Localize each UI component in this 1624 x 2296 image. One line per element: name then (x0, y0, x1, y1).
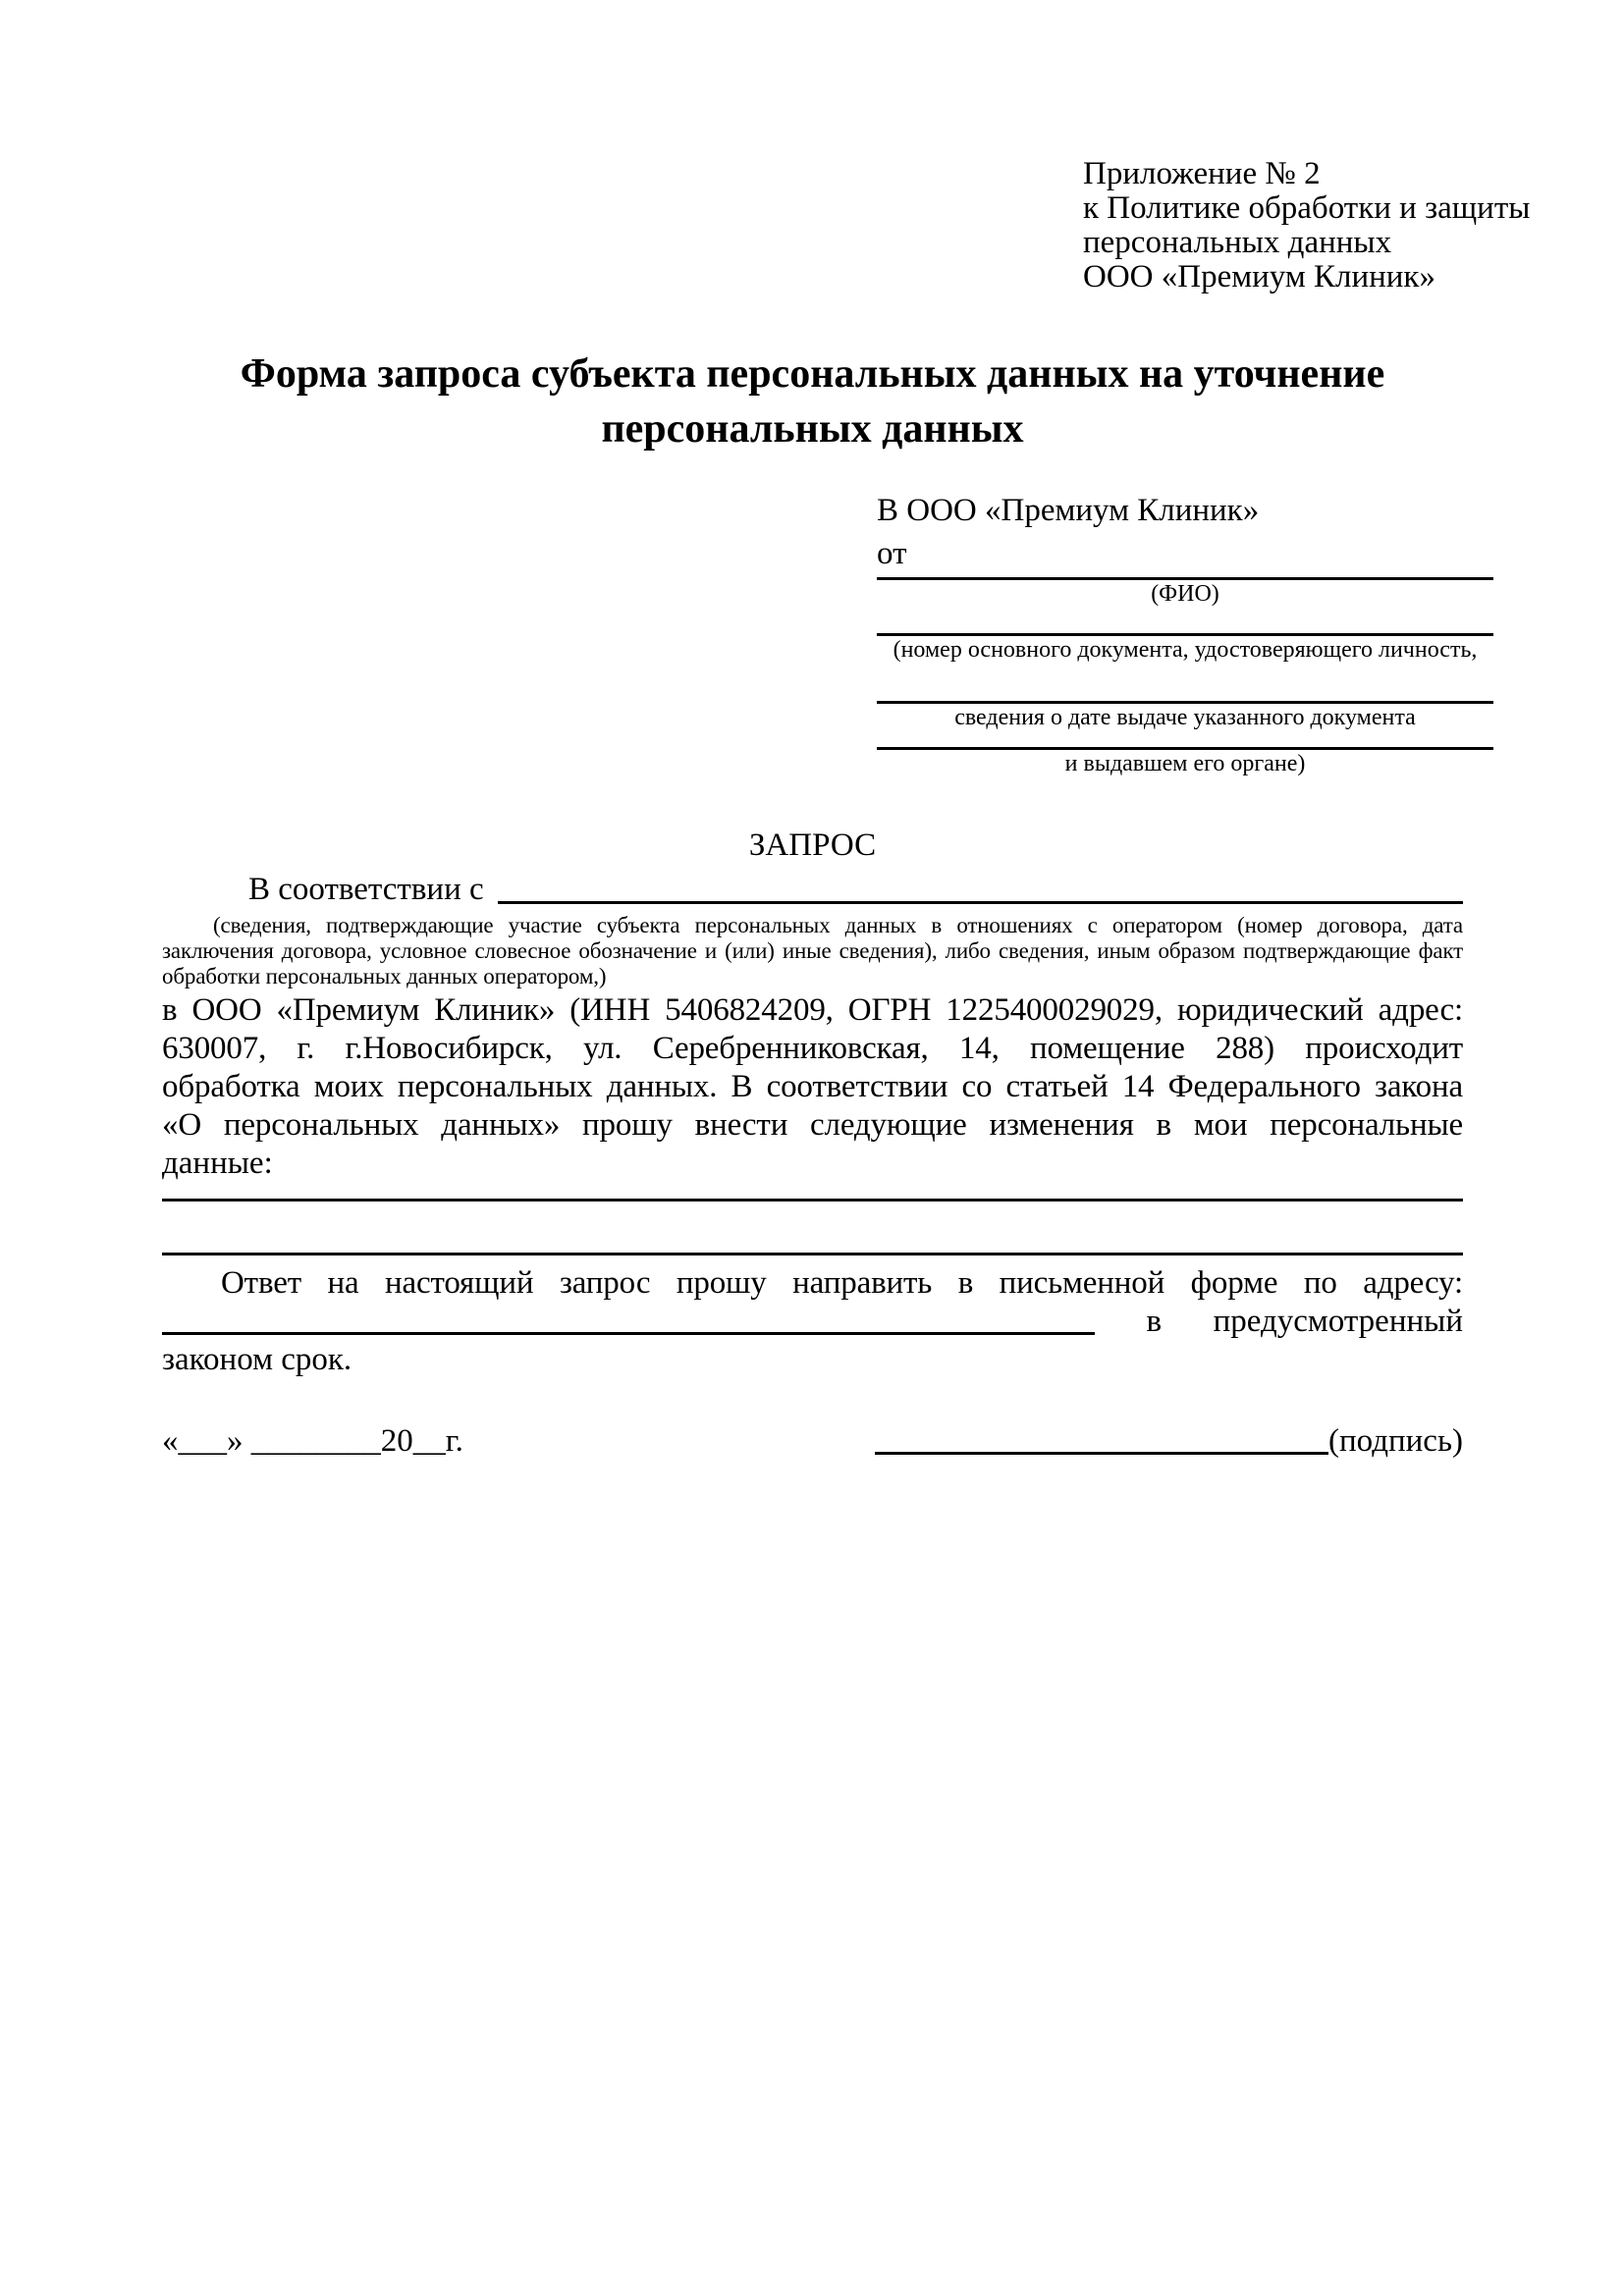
date-signature-row (162, 1422, 1463, 1461)
body-line: обработка моих персональных данных. В соответствии со статьей 14 Федерального закона (162, 1069, 1463, 1104)
response-line-1: Ответ на настоящий запрос прошу направить в письменной форме по адресу: (221, 1265, 1463, 1301)
response-paragraph (162, 1264, 1463, 1379)
basis-row (162, 871, 1463, 909)
response-word: предусмотренный (1213, 1304, 1463, 1339)
issuing-authority-field (877, 731, 1493, 777)
signature-fill-line (875, 1452, 1328, 1455)
fio-caption: (ФИО) (1151, 581, 1219, 607)
footnote-line: (сведения, подтверждающие участие субъекта персональных данных в отношениях с оператором (номер договора, дата (213, 913, 1463, 937)
id-document-caption: (номер основного документа, удостоверяющего личность, (893, 637, 1478, 663)
signature-block (875, 1422, 1463, 1461)
body-line: «О персональных данных» прошу внести следующие изменения в мои персональные (162, 1107, 1463, 1143)
document-title: Форма запроса субъекта персональных данных на уточнение персональных данных (240, 351, 1385, 452)
date-blank: «___» ________20__г. (162, 1423, 463, 1459)
footnote-line: заключения договора, условное словесное обозначение и (или) иные сведения), либо сведения, иным образом подтверждающие факт (162, 938, 1463, 963)
body-line: в ООО «Премиум Клиник» (ИНН 5406824209, ОГРН 1225400029029, юридический адрес: (162, 992, 1463, 1028)
address-fill-line (162, 1332, 1095, 1335)
appendix-header-line: ООО «Премиум Клиник» (1083, 259, 1435, 294)
issue-date-caption: сведения о дате выдаче указанного документа (954, 705, 1416, 730)
address-row (162, 1303, 1463, 1341)
id-document-field (877, 608, 1493, 664)
body-line: данные: (162, 1146, 273, 1181)
appendix-header-line: персональных данных (1083, 225, 1392, 260)
fio-field (877, 575, 1493, 608)
basis-fill-line (498, 871, 1463, 904)
addressee-organization: В ООО «Премиум Клиник» (877, 493, 1260, 528)
addressee-block (877, 489, 1493, 777)
request-body-paragraph (162, 991, 1463, 1183)
signature-caption: (подпись) (1328, 1423, 1463, 1459)
appendix-header-line: к Политике обработки и защиты (1083, 190, 1531, 226)
issuing-authority-fill-line (877, 731, 1493, 750)
changes-fill-line-2 (162, 1201, 1463, 1255)
appendix-header (1083, 157, 1535, 294)
response-word: в (1146, 1304, 1163, 1339)
id-document-fill-line (877, 608, 1493, 636)
basis-prefix: В соответствии с (248, 872, 484, 907)
footnote-line: обработки персональных данных оператором,) (162, 964, 607, 988)
changes-fill-line-1 (162, 1183, 1463, 1201)
body-line: 630007, г. г.Новосибирск, ул. Серебренниковская, 14, помещение 288) происходит (162, 1031, 1463, 1066)
addressee-from-label: от (877, 536, 907, 571)
issue-date-field (877, 664, 1493, 731)
response-line-3: законом срок. (162, 1342, 352, 1377)
footnote (162, 913, 1463, 989)
request-heading: ЗАПРОС (748, 828, 877, 863)
issue-date-fill-line (877, 664, 1493, 704)
appendix-header-line: Приложение № 2 (1083, 156, 1321, 191)
issuing-authority-caption: и выдавшем его органе) (1064, 751, 1306, 776)
